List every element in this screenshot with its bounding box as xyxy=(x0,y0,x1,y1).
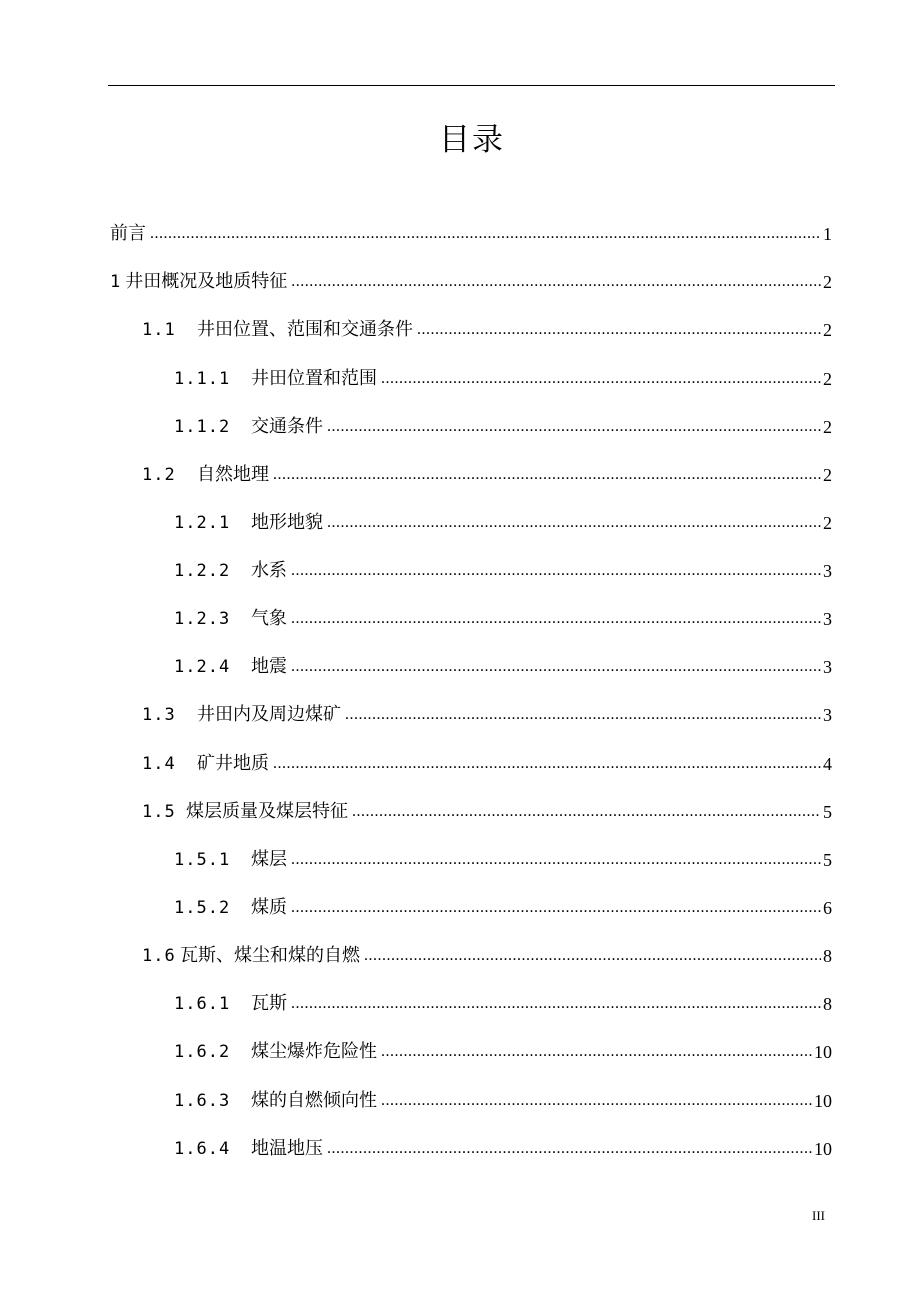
toc-leader-dots xyxy=(352,801,821,823)
toc-entry-number: 1.6.4 xyxy=(174,1139,231,1159)
toc-entry[interactable] xyxy=(142,941,832,967)
toc-entry[interactable] xyxy=(174,508,832,534)
toc-leader-dots xyxy=(150,223,821,245)
toc-leader-dots xyxy=(381,1041,812,1063)
toc-entry-page: 3 xyxy=(823,657,832,677)
toc-entry-label: 交通条件 xyxy=(251,416,323,437)
toc-leader-dots xyxy=(273,464,821,486)
toc-entry-label: 井田内及周边煤矿 xyxy=(197,704,341,725)
toc-entry-page: 2 xyxy=(823,513,832,533)
toc-entry[interactable] xyxy=(174,412,832,438)
toc-entry-page: 4 xyxy=(823,754,832,774)
toc-leader-dots xyxy=(417,319,821,341)
toc-leader-dots xyxy=(291,656,821,678)
toc-entry-number: 1.5.1 xyxy=(174,850,231,870)
toc-entry-number: 1.2.3 xyxy=(174,609,231,629)
toc-entry[interactable] xyxy=(174,556,832,582)
toc-leader-dots xyxy=(273,753,821,775)
toc-entry-number: 1.2.2 xyxy=(174,561,231,581)
toc-entry-page: 2 xyxy=(823,369,832,389)
toc-leader-dots xyxy=(291,608,821,630)
toc-entry[interactable] xyxy=(110,219,832,245)
toc-entry[interactable] xyxy=(174,1134,832,1160)
toc-entry-page: 1 xyxy=(823,224,832,244)
toc-entry[interactable] xyxy=(174,364,832,390)
toc-entry-number: 1.2 xyxy=(142,465,176,485)
toc-entry-page: 5 xyxy=(823,802,832,822)
toc-entry-number: 1.6.3 xyxy=(174,1091,231,1111)
toc-entry-label: 瓦斯 xyxy=(251,993,287,1014)
page-number-footer: III xyxy=(812,1208,825,1223)
toc-entry-number: 1.4 xyxy=(142,754,176,774)
toc-entry[interactable] xyxy=(142,460,832,486)
toc-entry[interactable] xyxy=(142,315,832,341)
toc-entry-page: 6 xyxy=(823,898,832,918)
toc-entry-page: 2 xyxy=(823,465,832,485)
toc-entry[interactable] xyxy=(142,700,832,726)
toc-entry-number: 1 xyxy=(110,272,122,292)
toc-entry[interactable] xyxy=(174,604,832,630)
toc-leader-dots xyxy=(327,416,821,438)
toc-entry-label: 瓦斯、煤尘和煤的自燃 xyxy=(180,945,360,966)
toc-entry-label: 自然地理 xyxy=(197,464,269,485)
toc-entry-label: 煤的自燃倾向性 xyxy=(251,1090,377,1111)
toc-entry-page: 3 xyxy=(823,561,832,581)
toc-entry[interactable] xyxy=(174,893,832,919)
toc-entry-label: 矿井地质 xyxy=(197,753,269,774)
toc-entry-page: 10 xyxy=(814,1042,832,1062)
toc-leader-dots xyxy=(327,512,821,534)
toc-leader-dots xyxy=(345,704,821,726)
toc-entry-number: 1.3 xyxy=(142,705,176,725)
toc-leader-dots xyxy=(327,1138,812,1160)
toc-entry-label: 煤层 xyxy=(251,849,287,870)
toc-entry-page: 5 xyxy=(823,850,832,870)
page-title: 目录 xyxy=(439,122,505,158)
toc-entry[interactable] xyxy=(174,1037,832,1063)
toc-entry-page: 10 xyxy=(814,1091,832,1111)
toc-entry-number: 1.6 xyxy=(142,946,176,966)
toc-entry-label: 气象 xyxy=(251,608,287,629)
toc-entry[interactable] xyxy=(174,845,832,871)
toc-entry[interactable] xyxy=(142,797,832,823)
toc-entry-label: 前言 xyxy=(110,223,146,244)
toc-entry-label: 煤层质量及煤层特征 xyxy=(186,801,348,822)
toc-entry-page: 8 xyxy=(823,994,832,1014)
toc-entry-page: 10 xyxy=(814,1139,832,1159)
toc-leader-dots xyxy=(381,368,821,390)
toc-entry-page: 2 xyxy=(823,417,832,437)
toc-entry-number: 1.2.1 xyxy=(174,513,231,533)
toc-entry-page: 2 xyxy=(823,320,832,340)
toc-entry-label: 地温地压 xyxy=(251,1138,323,1159)
toc-entry-label: 井田概况及地质特征 xyxy=(125,271,288,292)
toc-entry-page: 3 xyxy=(823,705,832,725)
toc-entry-number: 1.6.2 xyxy=(174,1042,231,1062)
toc-entry-page: 3 xyxy=(823,609,832,629)
toc-leader-dots xyxy=(291,849,821,871)
toc-entry[interactable] xyxy=(142,749,832,775)
toc-entry-number: 1.6.1 xyxy=(174,994,231,1014)
toc-entry-label: 地震 xyxy=(251,656,287,677)
toc-entry[interactable] xyxy=(174,652,832,678)
toc-entry-label: 地形地貌 xyxy=(251,512,323,533)
toc-entry-label: 煤质 xyxy=(251,897,287,918)
toc-leader-dots xyxy=(381,1090,812,1112)
toc-entry-number: 1.1.1 xyxy=(174,369,231,389)
toc-leader-dots xyxy=(291,560,821,582)
toc-leader-dots xyxy=(291,271,821,293)
toc-leader-dots xyxy=(291,897,821,919)
toc-entry[interactable] xyxy=(174,989,832,1015)
toc-entry-number: 1.2.4 xyxy=(174,657,231,677)
toc-entry-label: 井田位置、范围和交通条件 xyxy=(197,319,413,340)
toc-entry[interactable] xyxy=(110,267,832,293)
toc-entry-number: 1.1.2 xyxy=(174,417,231,437)
toc-leader-dots xyxy=(364,945,821,967)
toc-entry-label: 井田位置和范围 xyxy=(251,368,377,389)
toc-entry-label: 煤尘爆炸危险性 xyxy=(251,1041,377,1062)
toc-entry-page: 2 xyxy=(823,272,832,292)
toc-entry-number: 1.5.2 xyxy=(174,898,231,918)
toc-leader-dots xyxy=(291,993,821,1015)
toc-entry-number: 1.5 xyxy=(142,802,176,822)
toc-entry-number: 1.1 xyxy=(142,320,176,340)
toc-entry[interactable] xyxy=(174,1086,832,1112)
toc-entry-page: 8 xyxy=(823,946,832,966)
toc-entry-label: 水系 xyxy=(251,560,287,581)
